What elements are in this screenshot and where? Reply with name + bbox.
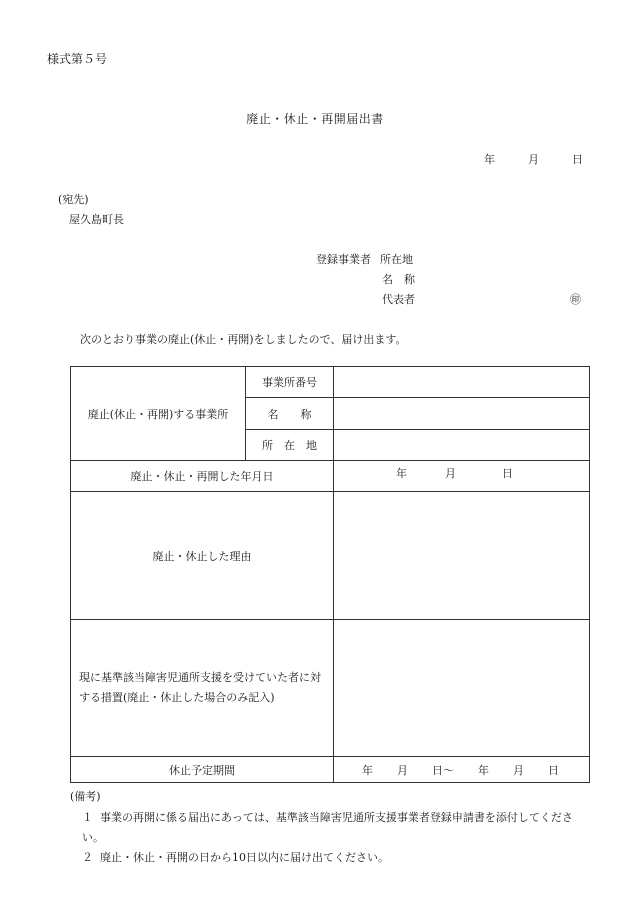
office-name-label: 名 称 — [246, 398, 334, 430]
date-label: 廃止・休止・再開した年月日 — [71, 461, 334, 492]
date-field-day: 日 — [502, 467, 513, 480]
intro-text: 次のとおり事業の廃止(休止・再開)をしましたので、届け出ます。 — [80, 333, 407, 346]
date-field-month: 月 — [445, 467, 456, 480]
date-field-year: 年 — [396, 467, 407, 480]
office-name-field[interactable] — [334, 398, 590, 430]
period-field[interactable] — [334, 757, 590, 783]
remark-number: ２ — [82, 851, 93, 864]
remark-text: 廃止・休止・再開の日から10日以内に届け出てください。 — [100, 851, 389, 864]
submission-date — [484, 151, 583, 167]
office-label: 廃止(休止・再開)する事業所 — [71, 367, 246, 461]
addressee-label: (宛先) — [58, 193, 89, 206]
office-number-label: 事業所番号 — [246, 367, 334, 398]
reason-label: 廃止・休止した理由 — [71, 492, 334, 620]
period-month-end: 月 — [513, 763, 524, 777]
registrant-location-label: 所在地 — [380, 253, 413, 266]
date-year-label: 年 — [484, 153, 495, 166]
remarks-title: (備考) — [70, 790, 101, 803]
period-day-start: 日〜 — [432, 763, 454, 777]
notification-form-table — [70, 366, 590, 783]
addressee: 屋久島町長 — [69, 213, 124, 226]
reason-field[interactable] — [334, 492, 590, 620]
table-row — [71, 492, 590, 620]
form-number: 様式第５号 — [47, 52, 108, 66]
table-row — [71, 367, 590, 398]
table-row — [71, 620, 590, 757]
table-row — [71, 757, 590, 783]
document-title: 廃止・休止・再開届出書 — [246, 112, 384, 126]
date-field[interactable] — [334, 461, 590, 492]
date-day-label: 日 — [572, 153, 583, 166]
period-year-start: 年 — [362, 763, 373, 777]
period-day-end: 日 — [548, 763, 559, 777]
period-year-end: 年 — [478, 763, 489, 777]
seal-mark: ㊞ — [570, 293, 581, 306]
date-month-label: 月 — [528, 153, 539, 166]
office-location-field[interactable] — [334, 430, 590, 461]
office-number-field[interactable] — [334, 367, 590, 398]
registrant-label: 登録事業者 — [316, 253, 371, 266]
registrant-name-label: 名 称 — [382, 273, 415, 286]
remark-item — [82, 849, 389, 865]
office-location-label: 所 在 地 — [246, 430, 334, 461]
remark-number: １ — [82, 811, 93, 824]
period-month-start: 月 — [397, 763, 408, 777]
table-row — [71, 461, 590, 492]
registrant-representative-label: 代表者 — [382, 293, 415, 306]
remark-text: 事業の再開に係る届出にあっては、基準該当障害児通所支援事業者登録申請書を添付してください。 — [82, 811, 573, 844]
measures-field[interactable] — [334, 620, 590, 757]
period-label: 休止予定期間 — [71, 757, 334, 783]
remark-item — [82, 808, 582, 848]
measures-label: 現に基準該当障害児通所支援を受けていた者に対する措置(廃止・休止した場合のみ記入) — [71, 620, 334, 757]
